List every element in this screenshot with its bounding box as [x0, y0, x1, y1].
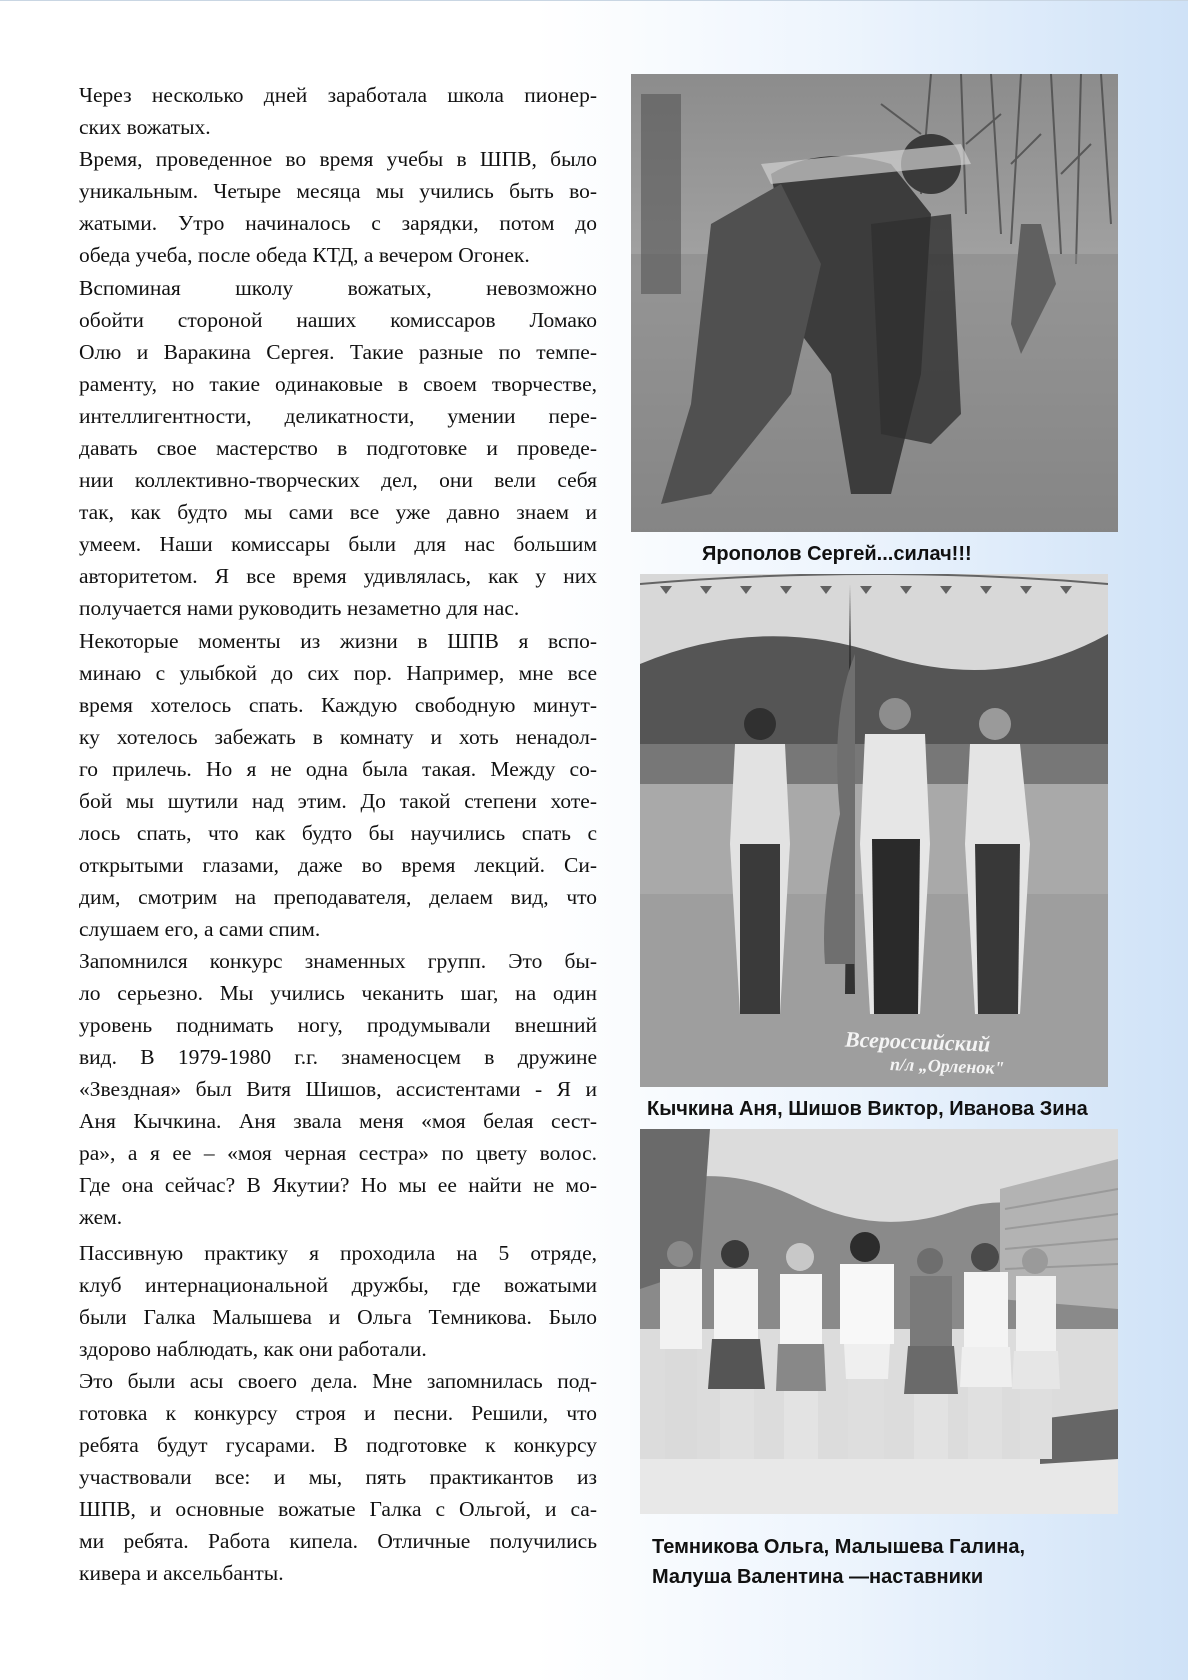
article-line: ребята будут гусарами. В подготовке к конкурсу	[79, 1433, 597, 1457]
article-line: давать свое мастерство в подготовке и проведе-	[79, 436, 597, 460]
article-line: участвовали все: и мы, пять практикантов из	[79, 1465, 597, 1489]
article-line: время хотелось спать. Каждую свободную минут-	[79, 693, 597, 717]
article-line: ми ребята. Работа кипела. Отличные получились	[79, 1529, 597, 1553]
article-line: получается нами руководить незаметно для нас.	[79, 596, 520, 620]
article-line: го прилечь. Но я не одна была такая. Между со-	[79, 757, 597, 781]
article-line: так, как будто мы сами все уже давно знаем и	[79, 500, 597, 524]
article-line: были Галка Малышева и Ольга Темникова. Было	[79, 1305, 597, 1329]
article-line: готовка к конкурсу строя и песни. Решили, что	[79, 1401, 597, 1425]
article-line: Это были асы своего дела. Мне запомнилась под-	[79, 1369, 597, 1393]
article-line: Время, проведенное во время учебы в ШПВ, было	[79, 147, 597, 171]
article-line: клуб интернациональной дружбы, где вожатыми	[79, 1273, 597, 1297]
article-line: Аня Кычкина. Аня звала меня «моя белая сест-	[79, 1109, 597, 1133]
photo-flag-group-image	[640, 574, 1108, 1087]
article-line: уровень поднимать ногу, продумывали внешний	[79, 1013, 597, 1037]
photo-strongman-image	[631, 74, 1118, 532]
article-line: бой мы шутили над этим. До такой степени хоте-	[79, 789, 597, 813]
photo-mentors-image	[640, 1129, 1118, 1514]
article-line: нии коллективно-творческих дел, они вели себя	[79, 468, 597, 492]
article-line: Некоторые моменты из жизни в ШПВ я вспо-	[79, 629, 597, 653]
article-line: уникальным. Четыре месяца мы учились быть во-	[79, 179, 597, 203]
article-line: ских вожатых.	[79, 115, 211, 139]
photo-mentors-caption-line1: Темникова Ольга, Малышева Галина,	[652, 1536, 1026, 1558]
article-line: Олю и Варакина Сергея. Такие разные по темпе-	[79, 340, 597, 364]
article-line: Пассивную практику я проходила на 5 отряде,	[79, 1241, 597, 1265]
article-line: Запомнился конкурс знаменных групп. Это бы-	[79, 949, 597, 973]
photo-mentors	[640, 1129, 1118, 1514]
article-line: лось спать, что как будто бы научились спать с	[79, 821, 597, 845]
article-line: обеда учеба, после обеда КТД, а вечером Огонек.	[79, 243, 530, 267]
article-line: минаю с улыбкой до сих пор. Например, мне все	[79, 661, 597, 685]
article-line: жем.	[79, 1205, 123, 1229]
photo-strongman-caption: Ярополов Сергей...силач!!!	[702, 543, 972, 565]
article-line: ШПВ, и основные вожатые Галка с Ольгой, и са-	[79, 1497, 597, 1521]
photo-stamp-line1: Всероссийский	[844, 1026, 991, 1057]
article-line: «Звездная» был Витя Шишов, ассистентами - Я и	[79, 1077, 597, 1101]
article-line: Через несколько дней заработала школа пионер-	[79, 83, 597, 107]
article-line: ло серьезно. Мы учились чеканить шаг, на один	[79, 981, 597, 1005]
photo-strongman	[631, 74, 1118, 532]
article-line: кивера и аксельбанты.	[79, 1561, 284, 1585]
article-line: Где она сейчас? В Якутии? Но мы ее найти не мо-	[79, 1173, 597, 1197]
page-top-border	[0, 0, 1188, 1]
article-line: ку хотелось забежать в комнату и хоть ненадол-	[79, 725, 597, 749]
article-line: обойти стороной наших комиссаров Ломако	[79, 308, 597, 332]
article-line: Вспоминая школу вожатых, невозможно	[79, 276, 597, 300]
photo-stamp-line2: п/л „Орленок"	[889, 1054, 1005, 1078]
article-line: жатыми. Утро начиналось с зарядки, потом до	[79, 211, 597, 235]
article-line: интеллигентности, деликатности, умении пере-	[79, 404, 597, 428]
photo-mentors-caption-line2: Малуша Валентина —наставники	[652, 1566, 984, 1588]
photo-flag-group	[640, 574, 1108, 1087]
article-line: авторитетом. Я все время удивлялась, как у них	[79, 564, 597, 588]
photo-flag-group-caption: Кычкина Аня, Шишов Виктор, Иванова Зина	[647, 1098, 1088, 1120]
article-line: дим, смотрим на преподавателя, делаем вид, что	[79, 885, 597, 909]
article-line: вид. В 1979-1980 г.г. знаменосцем в дружине	[79, 1045, 597, 1069]
article-line: умеем. Наши комиссары были для нас большим	[79, 532, 597, 556]
article-line: раменту, но такие одинаковые в своем творчестве,	[79, 372, 597, 396]
article-line: слушаем его, а сами спим.	[79, 917, 321, 941]
article-line: открытыми глазами, даже во время лекций. Си-	[79, 853, 597, 877]
article-line: здорово наблюдать, как они работали.	[79, 1337, 427, 1361]
article-line: ра», а я ее – «моя черная сестра» по цвету волос.	[79, 1141, 597, 1165]
